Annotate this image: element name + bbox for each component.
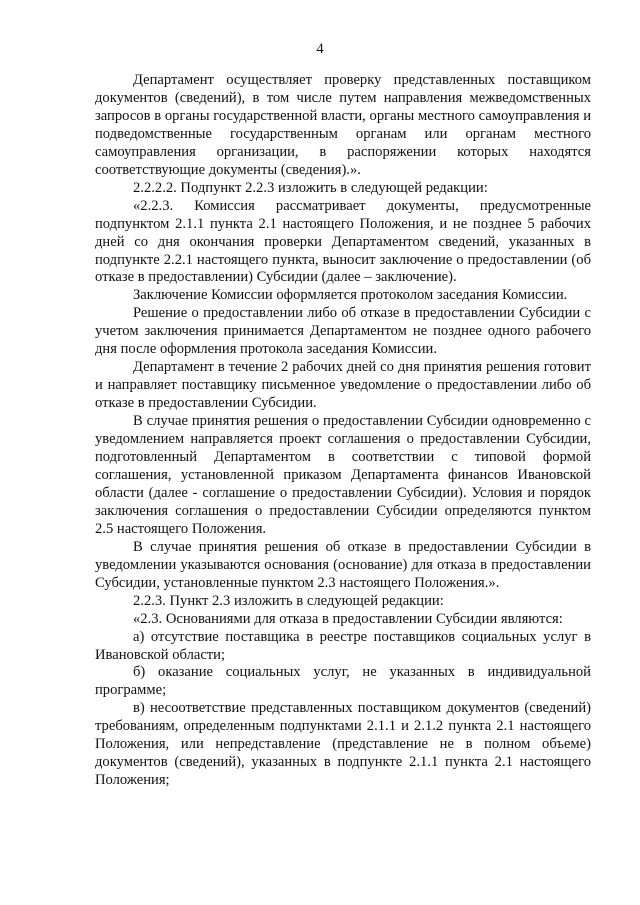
paragraph-amend-2-2-3: 2.2.2.2. Подпункт 2.2.3 изложить в следующей редакции: — [133, 179, 488, 196]
paragraph-verification: Департамент осуществляет проверку представленных поставщиком документов (сведений), в том числе путем направления межведомственных запросов в органы государственной власти, органы местного самоуправления и подведомственные государственным органам или органам местного самоуправления организации, в распоряжении которых находятся соответствующие документы (сведения).». — [95, 72, 591, 178]
paragraph-conclusion-protocol: Заключение Комиссии оформляется протоколом заседания Комиссии. — [133, 287, 568, 304]
paragraph-refusal-grounds-notice: В случае принятия решения об отказе в предоставлении Субсидии в уведомлении указываются основания (основание) для отказа в предоставлении Субсидии, установленные пунктом 2.3 настоящего Положения.». — [95, 538, 591, 591]
paragraph-amend-2-3: 2.2.3. Пункт 2.3 изложить в следующей редакции: — [133, 592, 444, 609]
document-body — [95, 72, 591, 790]
paragraph-commission-review: «2.2.3. Комиссия рассматривает документы, предусмотренные подпунктом 2.1.1 пункта 2.1 настоящего Положения, и не позднее 5 рабочих дней со дня окончания проверки Департаментом сведений, указанных в подпункте 2.2.1 настоящего пункта, выносит заключение о предоставлении (об отказе в предоставлении) Субсидии (далее – заключение). — [95, 197, 591, 286]
paragraph-decision: Решение о предоставлении либо об отказе в предоставлении Субсидии с учетом заключения принимается Департаментом не позднее одного рабочего дня после оформления протокола заседания Комиссии. — [95, 305, 591, 358]
paragraph-notification: Департамент в течение 2 рабочих дней со дня принятия решения готовит и направляет поставщику письменное уведомление о предоставлении либо об отказе в предоставлении Субсидии. — [95, 359, 591, 412]
list-item-v: в) несоответствие представленных поставщиком документов (сведений) требованиям, определенным подпунктами 2.1.1 и 2.1.2 пункта 2.1 настоящего Положения, или непредставление (представление не в полном объеме) документов (сведений), указанных в подпункте 2.1.1 пункта 2.1 настоящего Положения; — [95, 700, 591, 789]
list-item-b: б) оказание социальных услуг, не указанных в индивидуальной программе; — [95, 664, 591, 699]
page-number: 4 — [316, 41, 324, 57]
list-item-a: а) отсутствие поставщика в реестре поставщиков социальных услуг в Ивановской области; — [95, 628, 591, 663]
paragraph-agreement-draft: В случае принятия решения о предоставлении Субсидии одновременно с уведомлением направляется проект соглашения о предоставлении Субсидии, подготовленный Департаментом в соответствии с типовой формой соглашения, установленной приказом Департамента финансов Ивановской области (далее - соглашение о предоставлении Субсидии). Условия и порядок заключения соглашения о предоставлении Субсидии определяются пунктом 2.5 настоящего Положения. — [95, 413, 591, 537]
paragraph-refusal-grounds-title: «2.3. Основаниями для отказа в предоставлении Субсидии являются: — [133, 610, 563, 627]
